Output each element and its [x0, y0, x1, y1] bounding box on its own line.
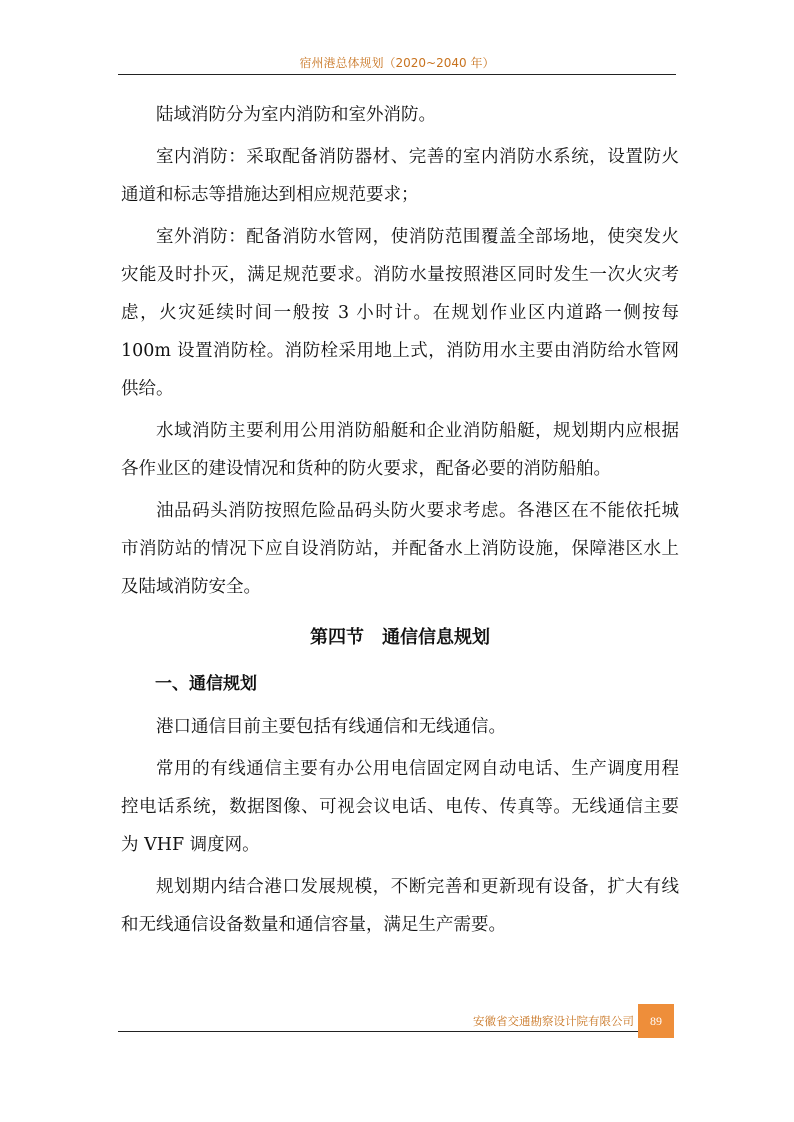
- paragraph: 陆域消防分为室内消防和室外消防。: [156, 105, 436, 125]
- paragraph: 港口通信目前主要包括有线通信和无线通信。: [156, 717, 506, 737]
- paragraph: 水域消防主要利用公用消防船艇和企业消防船艇，规划期内应根据各作业区的建设情况和货种的防火要求，配备必要的消防船舶。: [121, 421, 679, 479]
- page-number: 89: [650, 1013, 662, 1028]
- subsection-heading: 一、通信规划: [155, 674, 257, 694]
- footer-company-name: 安徽省交通勘察设计院有限公司: [473, 1014, 634, 1028]
- header-divider: [118, 74, 676, 75]
- paragraph: 油品码头消防按照危险品码头防火要求考虑。各港区在不能依托城市消防站的情况下应自设消防站，并配备水上消防设施，保障港区水上及陆域消防安全。: [121, 501, 679, 597]
- footer-divider: [118, 1031, 638, 1032]
- paragraph: 室内消防：采取配备消防器材、完善的室内消防水系统，设置防火通道和标志等措施达到相应规范要求；: [121, 147, 679, 205]
- paragraph: 常用的有线通信主要有办公用电信固定网自动电话、生产调度用程控电话系统，数据图像、可视会议电话、电传、传真等。无线通信主要为 VHF 调度网。: [121, 759, 679, 855]
- page-number-badge: [638, 1004, 674, 1038]
- page-header-title: 宿州港总体规划（2020~2040 年）: [299, 56, 495, 70]
- document-body: [121, 96, 679, 944]
- paragraph: 规划期内结合港口发展规模，不断完善和更新现有设备，扩大有线和无线通信设备数量和通信容量，满足生产需要。: [121, 877, 679, 935]
- paragraph: 室外消防：配备消防水管网，使消防范围覆盖全部场地，使突发火灾能及时扑灭，满足规范要求。消防水量按照港区同时发生一次火灾考虑，火灾延续时间一般按 3 小时计。在规划作业区内道路一侧按每 100m 设置消防栓。消防栓采用地上式，消防用水主要由消防给水管网供给。: [121, 227, 679, 399]
- section-heading: 第四节 通信信息规划: [310, 627, 490, 648]
